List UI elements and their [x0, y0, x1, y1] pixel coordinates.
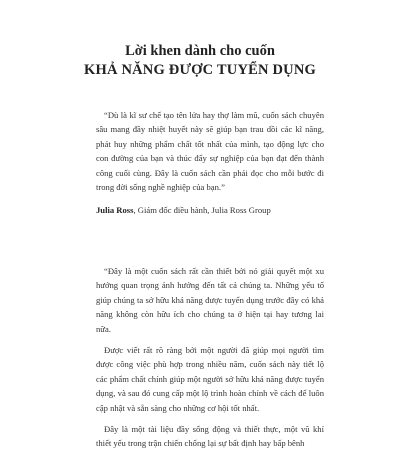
author-title: , Giám đốc điều hành, Julia Ross Group	[133, 205, 271, 216]
title-line-2: KHẢ NĂNG ĐƯỢC TUYỂN DỤNG	[84, 62, 316, 78]
testimonial-1-text: “Dù là kĩ sư chế tạo tên lửa hay thợ làm mũ, cuốn sách chuyên sâu mang đầy nhiệt huyết này sẽ giúp bạn trau dồi các kĩ năng, phát huy những phẩm chất tốt nhất của mình, tạo động lực cho con đường của bạn và thúc đẩy sự nghiệp của bạn đạt đến thành công cuối cùng. Đây là cuốn sách cần phải đọc cho mỗi bước đi trong đời sống nghề nghiệp của bạn.”	[96, 110, 324, 193]
testimonial-2-paragraph-3: Đây là một tài liệu đầy sống động và thiết thực, một vũ khí thiết yếu trong trận chiến chống lại sự bất định hay bấp bênh	[96, 424, 324, 449]
title-line-1: Lời khen dành cho cuốn	[125, 43, 275, 59]
testimonial-1	[96, 108, 324, 218]
testimonial-2-paragraph-2: Được viết rất rõ ràng bởi một người đã giúp mọi người tìm được công việc phù hợp trong nhiều năm, cuốn sách này tiết lộ các phẩm chất chính giúp một người sở hữu khả năng được tuyển dụng, và sau đó cung cấp một lộ trình hoàn chỉnh về cách để luôn cập nhật và sẵn sàng cho những cơ hội tốt nhất.	[96, 345, 324, 413]
testimonial-1-attribution	[96, 203, 324, 217]
testimonial-2	[96, 264, 324, 451]
testimonial-2-paragraph-1: “Đây là một cuốn sách rất cần thiết bởi nó giải quyết một xu hướng quan trọng ảnh hưởng đến tất cả chúng ta. Những yếu tố giúp chúng ta sở hữu khả năng được tuyển dụng trước đây có khả năng không còn hữu ích cho chúng ta ở hiện tại hay tương lai nữa.	[96, 266, 324, 334]
author-name: Julia Ross	[96, 205, 134, 216]
page-title	[0, 42, 400, 80]
